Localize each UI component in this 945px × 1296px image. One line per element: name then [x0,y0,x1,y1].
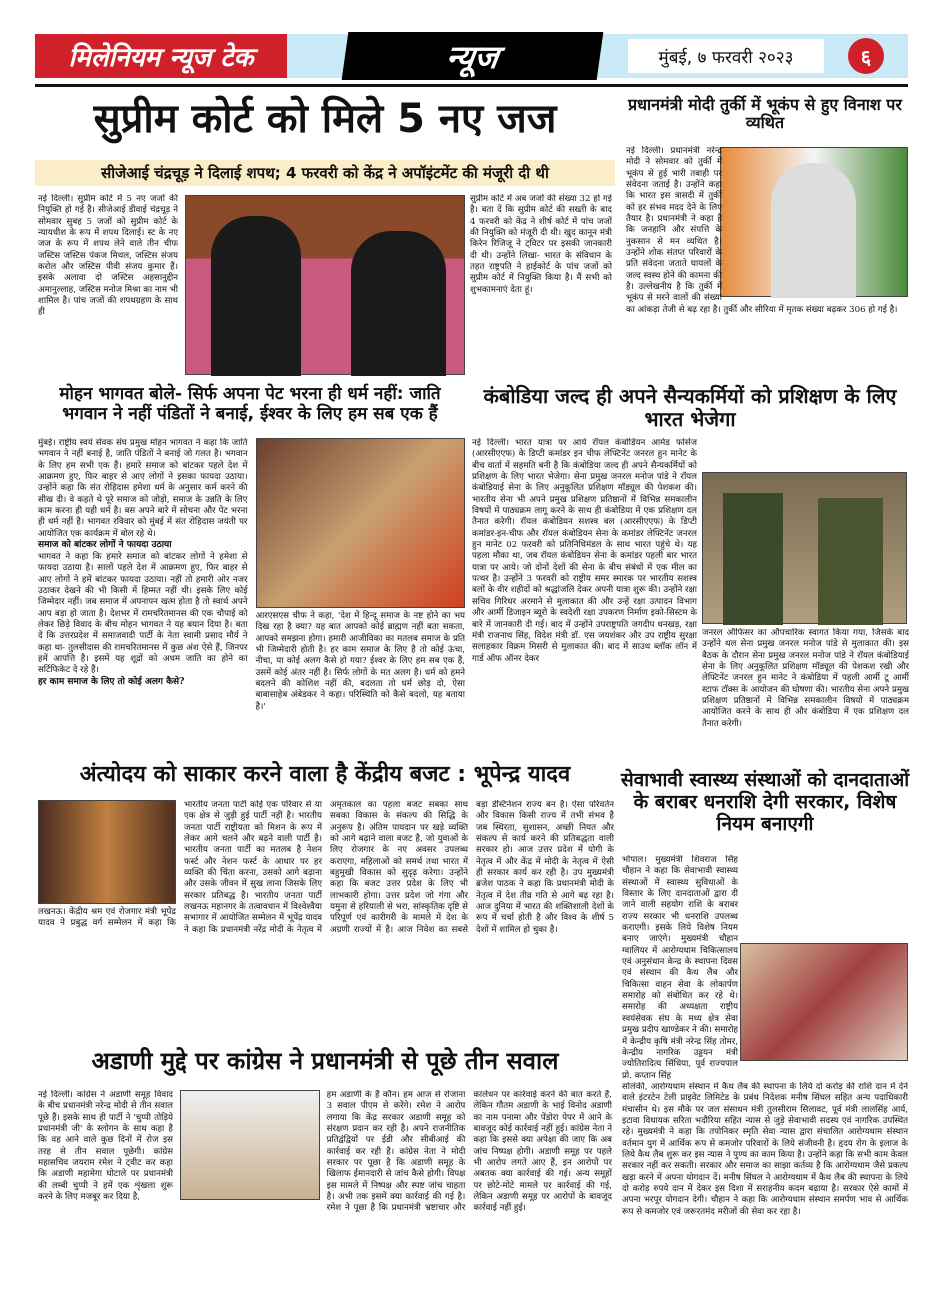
article-text: नई दिल्ली। कांग्रेस ने अडाणी समूह विवाद के बीच प्रधानमंत्री नरेन्द्र मोदी से तीन सवाल पूछे हैं। इसके साथ ही पार्टी ने 'चुप्पी तोड़िये प्रधानमंत्री जी' के स्लोगन के साथ कहा है कि वह आने वाले कुछ दिनों में रोज इस तरह से तीन सवाल पूछेगी। कांग्रेस महासचिव जयराम रमेश ने ट्वीट कर कहा कि अडाणी महामेगा घोटाले पर प्रधानमंत्री की लम्बी चुप्पी ने हमें एक शृंखला शुरू करने के लिए मजबूर कर दिया है, [38,1090,173,1203]
headline-modi-turkey: प्रधानमंत्री मोदी तुर्की में भूकंप से हुए विनाश पर व्यथित [628,95,902,133]
article-body: भागवत ने कहा कि हमारे समाज को बांटकर लोगों ने हमेशा से फायदा उठाया है। सालों पहले देश में आक्रमण हुए, फिर बाहर से आए लोगों ने हमें बांटकर फायदा उठाया। नहीं तो हमारी ओर नजर उठाकर देखने की भी किसी में हिम्मत नहीं थी। इसके लिए कोई जिम्मेदार नहीं। जब समाज में अपनापन खत्म होता है तो स्वार्थ अपने आप बड़ा हो जाता है। देशभर में रामचरितमानस की एक चौपाई को लेकर छिड़े विवाद के बीच मोहन भागवत ने यह बयान दिया है। बता दें कि उत्तरप्रदेश में समाजवादी पार्टी के नेता स्वामी प्रसाद मौर्य ने कहा था- तुलसीदास की रामचरितमानस में कुछ अंश ऐसे हैं, जिनपर हमें आपत्ति है। इसमें यह शूद्रों को अधम जाति का होने का सर्टिफिकेट दे रहे हैं। [38,551,248,676]
article-subheading: हर काम समाज के लिए तो कोई अलग कैसे? [38,676,185,687]
photo-bjp-conference [38,800,176,904]
section-label: न्यूज [342,32,604,80]
headline-supreme-court: सुप्रीम कोर्ट को मिले 5 नए जज [93,96,557,142]
headline-bhupendra-yadav: अंत्योदय को साकार करने वाला है केंद्रीय बजट : भूपेन्द्र यादव [79,762,571,787]
float-spacer [180,1090,319,1202]
headline-bhagwat: मोहन भागवत बोले- सिर्फ अपना पेट भरना ही धर्म नहीं: जाति भगवान ने नहीं पंडितों ने बनाई, ईश्वर के लिए हम सब एक हैं [59,384,441,424]
article-body: मुंबई। राष्ट्रीय स्वयं सेवक संघ प्रमुख मोहन भागवत ने कहा कि जाति भगवान ने नहीं बनाई है, जाति पंडितों ने बनाई जो गलत है। भगवान के लिए हम सभी एक हैं। हमारे समाज को बांटकर पहले देश में आक्रमण हुए, फिर बाहर से आए लोगों ने इसका फायदा उठाया। उन्होंने कहा कि संत रोहिदास हमेशा धर्म के अनुसार कर्म करने की सीख दी। वे कहते थे पूरे समाज को जोड़ो, समाज के उन्नति के लिए काम करना ही यही धर्म है। बस अपने बारे में सोचना और पेट भरना ही धर्म नहीं है। भागवत रविवार को मुंबई में संत रोहिदास जयंती पर आयोजित एक कार्यक्रम में बोल रहे थे। [38,438,248,539]
article-text [38,800,614,1045]
article-text: जनरल ऑफिसर का औपचारिक स्वागत किया गया, जिसके बाद उन्होंने थल सेना प्रमुख जनरल मनोज पांडे से मुलाकात की। इस बैठक के दौरान सेना प्रमुख जनरल मनोज पांडे ने रॉयल कंबोडियाई सेना के लिए अनुकूलित प्रशिक्षण मॉड्यूल की पेशकश रखी और लेफ्टिनेंट जनरल हुन मानेट ने कंबोडिया में पहली आर्मी टू आर्मी स्टाफ टॉक्स के आयोजन की घोषणा की। भारतीय सेना अपने प्रमुख प्रशिक्षण प्रतिष्ठानों में विभिन्न समकालीन विषयों में पाठ्यक्रम आयोजित करने के साथ ही और कंबोडिया में एक प्रशिक्षण दल तैनात करेगी। [702,628,909,729]
headline-cambodia: कंबोडिया जल्द ही अपने सैन्यकर्मियों को प्रशिक्षण के लिए भारत भेजेगा [483,384,897,431]
article-body: नई दिल्ली। प्रधानमंत्री नरेन्द्र मोदी ने सोमवार को तुर्की में भूकंप से हुई भारी तबाही पर संवेदना जताई है। उन्होंने कहा कि भारत इस त्रासदी में तुर्की को हर संभव मदद देने के लिए तैयार है। प्रधानमंत्री ने कहा है कि जनहानि और संपत्ति के नुकसान से मन व्यथित है। उन्होंने शोक संतप्त परिवारों के प्रति संवेदना जताते घायलों के जल्द स्वस्थ होने की कामना की है। उल्लेखनीय है कि तुर्की में भूकंप से मरने वालों की संख्या का आंकड़ा तेजी से बढ़ रहा है। तुर्की और सीरिया में मृतक संख्या बढ़कर 306 हो गई है। [626,146,898,315]
article-text: सुप्रीम कोर्ट में अब जजों की संख्या 32 हो गई है। बता दें कि सुप्रीम कोर्ट की सख्ती के बाद 4 फरवरी को केंद्र ने शीर्ष कोर्ट में पांच जजों की नियुक्ति को मंजूरी दी थी। खुद कानून मंत्री किरेन रिजिजू ने ट्विटर पर इसकी जानकारी दी थी। उन्होंने लिखा- भारत के संविधान के तहत राष्ट्रपति ने हाईकोर्ट के पांच जजों को सुप्रीम कोर्ट में नियुक्ति किया है। मैं सभी को शुभकामनाएं देता हूं। [470,194,612,295]
article-body: लखनऊ। केंद्रीय श्रम एवं रोजगार मंत्री भूपेंद्र यादव ने प्रबुद्ध वर्ग सम्मेलन में कहा कि भारतीय जनता पार्टी कोई एक परिवार से या एक क्षेत्र से जुड़ी हुई पार्टी नहीं है। भारतीय जनता पार्टी राष्ट्रीयता को मिशन के रूप में लेकर आगे चलने और बढ़ने वाली पार्टी है। भारतीय जनता पार्टी का मतलब है नेशन फर्स्ट और नेशन फर्स्ट के आधार पर हर व्यक्ति की चिंता करना, उसको आगे बढ़ाना और उसके जीवन में सुख लाना जिसके लिए सरकार प्रतिबद्ध है। भारतीय जनता पार्टी लखनऊ महानगर के तत्वावधान में विश्वेश्वैया सभागार में आयोजित सम्मेलन में भूपेंद्र यादव ने कहा कि प्रधानमंत्री नरेंद्र मोदी के नेतृत्व में अमृतकाल का पहला बजट सबका साथ सबका विकास के संकल्प की सिद्धि के अनुरूप है। अंतिम पायदान पर खड़े व्यक्ति को आगे बढ़ाने वाला बजट है, जो युवाओं के लिए रोजगार के नए अवसर उपलब्ध कराएगा, महिलाओं को समर्थ तथा भारत में बहुमुखी विकास को सुदृढ़ करेगा। उन्होंने कहा कि बजट उत्तर प्रदेश के लिए भी लाभकारी होगा। उत्तर प्रदेश जो गंगा और यमुना से हरियाली से भरा, सांस्कृतिक दृष्टि से परिपूर्ण एवं कारीगरी के मामले में देश के अग्रणी राज्यों में है। आज निवेश का सबसे बड़ा डेस्टिनेशन राज्य बन है। ऐसा परिवर्तन और विकास किसी राज्य में तभी संभव है जब स्थिरता, सुशासन, अच्छी नियत और संकल्प से कार्य करने की प्रतिबद्धता वाली सरकार हो। आज उत्तर प्रदेश में योगी के नेतृत्व में और केंद्र में मोदी के नेतृत्व में ऐसी ही सरकार कार्य कर रही है। उप मुख्यमंत्री ब्रजेश पाठक ने कहा कि प्रधानमंत्री मोदी के नेतृत्व में देश तीव्र गति से आगे बढ़ रहा है। आज दुनिया में भारत की शक्तिशाली देशों के रूप में चर्चा होती है और विश्व के शीर्ष 5 देशों में शामिल हो चुका है। [38,800,614,935]
article-text: नई दिल्ली। भारत यात्रा पर आये रॉयल कंबोडियन आर्मड फोर्सेज (आरसीएएफ) के डिप्टी कमांडर इन चीफ लेफ्टिनेंट जनरल हुन मानेट के बीच वार्ता में सहमति बनी है कि कंबोडिया जल्द ही अपने सैन्यकर्मियों को प्रशिक्षण के लिए भारत भेजेगा। सेना प्रमुख जनरल मनोज पांडे ने रॉयल कंबोडियाई सेना के लिए अनुकूलित प्रशिक्षण मॉड्यूल की पेशकश की। भारतीय सेना भी अपने प्रमुख प्रशिक्षण प्रतिष्ठानों में विभिन्न समकालीन विषयों में पाठ्यक्रम लागू करने के साथ ही कंबोडिया में एक प्रशिक्षण दल तैनात करेगी। रॉयल कंबोडियन सशस्त्र बल (आरसीएएफ) के डिप्टी कमांडर-इन-चीफ और रॉयल कंबोडियन सेना के कमांडर लेफ्टिनेंट जनरल हुन मानेट 02 फरवरी को प्रतिनिधिमंडल के साथ भारत पहुंचे थे। यह पहला मौका था, जब रॉयल कंबोडियन सेना के कमांडर पहली बार भारत यात्रा पर आये। जो दोनों देशों की सेना के बीच संबंधों में एक मील का पत्थर है। उन्होंने 3 फरवरी को राष्ट्रीय समर स्मारक पर भारतीय सशस्त्र बलों के वीर शहीदों को श्रद्धांजलि देकर अपनी यात्रा शुरू की। उन्होंने रक्षा सचिव गिरिधर अरमाने से मुलाकात की और उन्हें रक्षा उत्पादन विभाग और आर्मी डिजाइन ब्यूरो के स्वदेशी रक्षा उपकरण निर्माण इको-सिस्टम के बारे में जानकारी दी गई। बाद में उन्होंने उपराष्ट्रपति जगदीप धनखड़, रक्षा मंत्री राजनाथ सिंह, विदेश मंत्री डॉ. एस जयशंकर और उप राष्ट्रीय सुरक्षा सलाहकार विक्रम मिसरी से मुलाकात की। बाद में साउथ ब्लॉक लॉन में गार्ड ऑफ ऑनर देकर [472,438,697,664]
float-spacer [722,146,912,298]
subhead-supreme-court: सीजेआई चंद्रचूड़ ने दिलाई शपथ; 4 फरवरी को केंद्र ने अपॉइंटमेंट की मंजूरी दी थी [35,160,615,186]
article-subheading: समाज को बांटकर लोगों ने फायदा उठाया [38,540,172,551]
article-body: भोपाल। मुख्यमंत्री शिवराज सिंह चौहान ने कहा कि सेवाभावी स्वास्थ्य संस्थाओं में स्वास्थ्य सुविधाओं के विस्तार के लिए दानदाताओं द्वारा दी जाने वाली सहयोग राशि के बराबर राज्य सरकार भी धनराशि उपलब्ध कराएगी। इसके लिये विशेष नियम बनाए जाएंगे। मुख्यमंत्री चौहान ग्वालियर में आरोग्यधाम चिकित्सालय एवं अनुसंधान केन्द्र के स्थापना दिवस एवं संस्थान की कैथ लैब और चिकित्सा वाहन सेवा के लोकार्पण समारोह को संबोधित कर रहे थे। समारोह की अध्यक्षता राष्ट्रीय स्वयंसेवक संघ के मध्य क्षेत्र सेवा प्रमुख प्रदीप खाण्डेकर ने की। समारोह में केन्द्रीय कृषि मंत्री नरेन्द्र सिंह तोमर, केन्द्रीय नागरिक उड्डयन मंत्री ज्योतिरादित्य सिंधिया, पूर्व राज्यपाल प्रो. कप्तान सिंह [622,855,738,1081]
photo-army-chiefs-handshake [702,472,907,624]
article-text [180,1090,612,1282]
article-text: सोलंकी, आरोग्यधाम संस्थान में कैथ लैब की स्थापना के लिये दो करोड़ की राशि दान में देने वाले इंटरटेन टेली प्राइवेट लिमिटेड के प्रबंध निदेशक मनीष सिंघल सहित अन्य पदाधिकारी मंचासीन थे। इस मौके पर जल संसाधन मंत्री तुलसीराम सिलावट, पूर्व मंत्री लालसिंह आर्य, इटावा विधायक सरिता भदौरिया सहित न्यास से जुड़े सेवाभावी सदस्य एवं नागरिक उपस्थित रहे। मुख्यमंत्री ने कहा कि तपोनिकर स्मृति सेवा न्यास द्वारा संचालित आरोग्यधाम संस्थान वर्तमान युग में आर्थिक रूप से कमजोर परिवारों के लिये संजीवनी है। हृदय रोग के इलाज के लिये कैथ लैब शुरू कर इस न्यास ने पुण्य का काम किया है। उन्होंने कहा कि सभी काम केवल सरकार नहीं कर सकती। सरकार और समाज का साझा कर्तव्य है कि आरोग्यधाम जैसे प्रकल्प खड़ा करने में अपना योगदान दें। मनीष सिंघल ने आरोग्यधाम में कैथ लैब की स्थापना के लिये दो करोड़ रुपये दान में देकर इस दिशा में सराहनीय कदम बढ़ाया है। सरकार ऐसे कामों में अपना भरपूर योगदान देगी। चौहान ने कहा कि आरोग्यधाम संस्थान समर्पण भाव से आर्थिक रूप से कमजोर एवं जरूरतमंद मरीजों की सेवा कर रहा है। [622,1082,908,1217]
page-number: ६ [848,38,884,74]
edition-date: मुंबई, ७ फरवरी २०२३ [628,39,824,73]
photo-judges-oath [185,195,465,375]
article-text [626,146,912,382]
masthead-divider [35,84,908,87]
article-text [38,438,465,756]
article-text: नई दिल्ली। सुप्रीम कोर्ट में 5 नए जजों की नियुक्ति हो गई है। सीजेआई डीवाई चंद्रचूड़ ने सोमवार सुबह 5 जजों को सुप्रीम कोर्ट के न्यायधीश के रूप में शपथ दिलाई। स्ट के नए जज के रूप में शपथ लेने वाले तीन चीफ जस्टिस जस्टिस पंकज मिथल, जस्टिस संजय करोल और जस्टिस पीवी संजय कुमार हैं। इसके अलावा दो जस्टिस अहसानुद्दीन अमानुल्लाह, जस्टिस मनोज मिश्रा का नाम भी शामिल है। पांच जजों की शपथग्रहण के साथ ही [38,194,178,318]
photo-bhagwat-event [256,438,466,608]
headline-adani: अडाणी मुद्दे पर कांग्रेस ने प्रधानमंत्री से पूछे तीन सवाल [91,1047,559,1075]
newspaper-brand: मिलेनियम न्यूज टेक [35,34,287,78]
headline-health-institutions: सेवाभावी स्वास्थ्य संस्थाओं को दानदाताओं के बराबर धनराशि देगी सरकार, विशेष नियम बनाएगी [620,769,910,835]
article-body: आरएसएस चीफ ने कहा, 'देश में हिन्दू समाज के नष्ट होने का भय दिख रहा है क्या? यह बात आपको कोई ब्राह्मण नहीं बता सकता, आपको समझना होगा। हमारी आजीविका का मतलब समाज के प्रति भी जिम्मेदारी होती है। हर काम समाज के लिए है तो कोई ऊंचा, नीचा, या कोई अलग कैसे हो गया? ईश्वर के लिए हम सब एक हैं, उसमें कोई अंतर नहीं है। सिर्फ लोगों के मत अलग है। धर्म को हमने बदलने की कोशिश नहीं की, बदलता तो धर्म छोड़ दो, ऐसा बाबासाहेब अंबेडकर ने कहा। परिस्थिति को कैसे बदलो, यह बताया है।' [255,611,465,712]
article-body: हम अडाणी के हैं कौन। हम आज से रोजाना 3 सवाल पीएम से करेंगे। रमेश ने आरोप लगाया कि केंद्र सरकार अडाणी समूह को संरक्षण प्रदान कर रही है। अपने राजनीतिक प्रतिद्वंद्वियों पर ईडी और सीबीआई की कार्रवाई कर रही है। कांग्रेस नेता ने मोदी सरकार पर पूछा है कि अडाणी समूह के खिलाफ ईमानदारी से जांच कैसे होगी। विपक्ष इस मामले में निष्पक्ष और स्पष्ट जांच चाहता है। अभी तक इसमें क्या कार्रवाई की गई है। रमेश ने पूछा है कि प्रधानमंत्री भ्रष्टाचार और कालेधन पर कार्रवाई करने की बात करते हैं, लेकिन गौतम अडाणी के भाई विनोद अडाणी का नाम पनामा और पेंडोरा पेपर में आने के बावजूद कोई कार्रवाई नहीं हुई। कांग्रेस नेता ने कहा कि इससे क्या अपेक्षा की जाए कि अब जांच निष्पक्ष होगी। अडाणी समूह पर पहले भी आरोप लगते आए हैं, इन आरोपों पर अबतक क्या कार्रवाई की गई। अन्य समूहों पर छोटे-मोटे मामले पर कार्रवाई की गई, लेकिन अडाणी समूह पर आरोपों के बावजूद कार्रवाई नहीं हुई। [326,1090,612,1214]
photo-cm-event [740,943,908,1061]
